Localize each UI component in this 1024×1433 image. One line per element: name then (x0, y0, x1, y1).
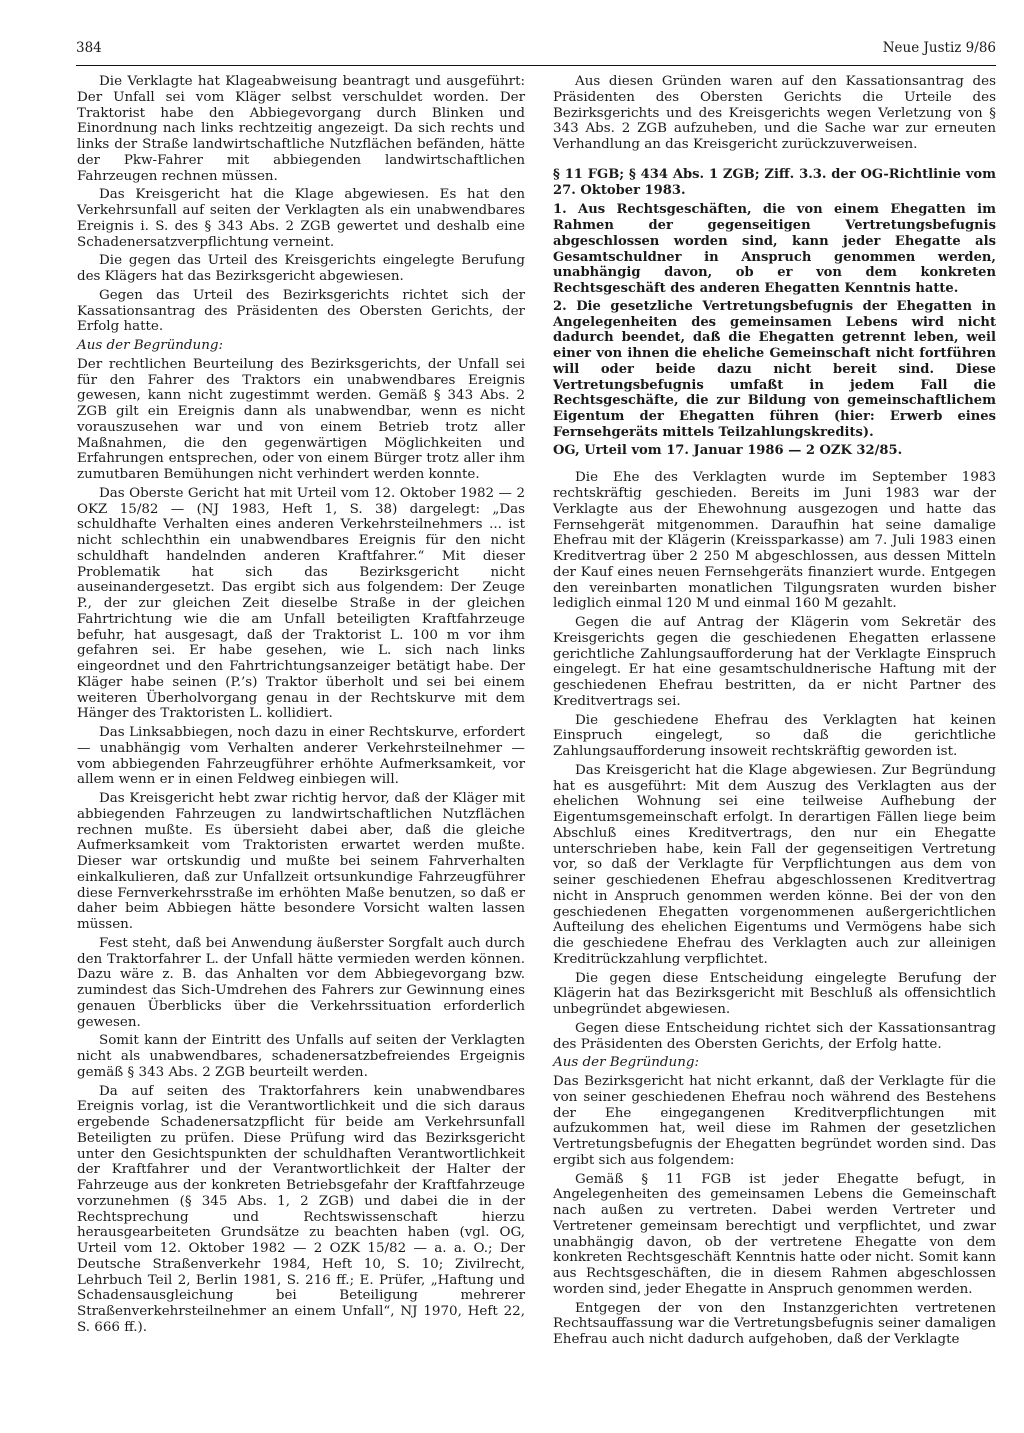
paragraph: Fest steht, daß bei Anwendung äußerster Sorgfalt auch durch den Traktorfahrer L. der Unfall hätte vermieden werden können. Dazu wäre z. B. das Anhalten vor dem Abbiegevorgang bzw. zumindest das Sich-Umdrehen des Fahrers zur Gewinnung eines genauen Überblicks über die Verkehrssituation erforderlich gewesen. (77, 935, 525, 1030)
paragraph: Da auf seiten des Traktorfahrers kein unabwendbares Ereignis vorlag, ist die Verantwortlichkeit und die sich daraus ergebende Schadenersatzpflicht für beide am Verkehrsunfall Beteiligten zu prüfen. Diese Prüfung wird das Bezirksgericht unter den Gesichtspunkten der schuldhaften Verantwortlichkeit der Kraftfahrer und der Verantwortlichkeit der Halter der Fahrzeuge aus der konkreten Betriebsgefahr der Kraftfahrzeuge vorzunehmen (§ 345 Abs. 1, 2 ZGB) und dabei die in der Rechtsprechung und Rechtswissenschaft hierzu herausgearbeiteten Grundsätze zu beachten haben (vgl. OG, Urteil vom 12. Oktober 1982 — 2 OZK 15/82 — a. a. O.; Der Deutsche Straßenverkehr 1984, Heft 10, S. 10; Zivilrecht, Lehrbuch Teil 2, Berlin 1981, S. 216 ff.; E. Prüfer, „Haftung und Schadensausgleichung bei Beteiligung mehrerer Straßenverkehrsteilnehmer an einem Unfall“, NJ 1970, Heft 22, S. 666 ff.). (77, 1083, 525, 1335)
court-decision: OG, Urteil vom 17. Januar 1986 — 2 OZK 32/85. (553, 442, 903, 458)
section-heading: Aus der Begründung: (77, 338, 223, 353)
paragraph: Die geschiedene Ehefrau des Verklagten hat keinen Einspruch eingelegt, so daß die gerichtliche Zahlungsaufforderung insoweit rechtskräftig geworden ist. (553, 712, 996, 759)
lead-sentence: 1. Aus Rechtsgeschäften, die von einem Ehegatten im Rahmen der gegenseitigen Vertretungsbefugnis abgeschlossen worden sind, kann jeder Ehegatte als Gesamtschuldner in Anspruch genommen werden, unabhängig davon, ob er von dem konkreten Rechtsgeschäft des anderen Ehegatten Kenntnis hatte. (553, 202, 996, 296)
paragraph: Die Verklagte hat Klageabweisung beantragt und ausgeführt: Der Unfall sei vom Kläger selbst verschuldet worden. Der Traktorist habe den Abbiegevorgang durch Blinken und Einordnung nach links rechtzeitig angezeigt. Da sich rechts und links der Straße landwirtschaftliche Nutzflächen befänden, hätte der Pkw-Fahrer mit abbiegenden landwirtschaftlichen Fahrzeugen rechnen müssen. (77, 74, 525, 184)
paragraph: Das Bezirksgericht hat nicht erkannt, daß der Verklagte für die von seiner geschiedenen Ehefrau noch während des Bestehens der Ehe eingegangenen Kreditverpflichtungen mit aufzukommen hat, weil diese im Rahmen der gesetzlichen Vertretungsbefugnis der Ehegatten begründet worden sind. Das ergibt sich aus folgendem: (553, 1074, 996, 1168)
left-column (77, 74, 525, 1339)
section-heading: Aus der Begründung: (553, 1055, 699, 1071)
paragraph: Das Kreisgericht hat die Klage abgewiesen. Es hat den Verkehrsunfall auf seiten der Verklagten als ein unabwendbares Ereignis i. S. des § 343 Abs. 2 ZGB gewertet und deshalb eine Schadenersatzverpflichtung verneint. (77, 187, 525, 250)
paragraph: Gegen diese Entscheidung richtet sich der Kassationsantrag des Präsidenten des Obersten Gerichts, der Erfolg hatte. (553, 1020, 996, 1052)
paragraph: Gegen das Urteil des Bezirksgerichts richtet sich der Kassationsantrag des Präsidenten des Obersten Gerichts, der Erfolg hatte. (77, 287, 525, 335)
paragraph: Das Kreisgericht hat die Klage abgewiesen. Zur Begründung hat es ausgeführt: Mit dem Auszug des Verklagten aus der ehelichen Wohnung sei eine teilweise Aufhebung der Eigentumsgemeinschaft erfolgt. In derartigen Fällen liege beim Abschluß eines Kreditvertrags, den nur ein Ehegatte unterschrieben habe, kein Fall der gegenseitigen Vertretung vor, so daß der Verklagte für Verpflichtungen aus dem von seiner geschiedenen Ehefrau abgeschlossenen Kreditvertrag nicht in Anspruch genommen werden könne. Bei der von den geschiedenen Ehegatten vorgenommenen außergerichtlichen Aufteilung des ehelichen Eigentums und Vermögens habe sich die geschiedene Ehefrau des Verklagten auch zur alleinigen Kreditrückzahlung verpflichtet. (553, 762, 996, 967)
paragraph: Das Linksabbiegen, noch dazu in einer Rechtskurve, erfordert — unabhängig vom Verhalten anderer Verkehrsteilnehmer — vom abbiegenden Fahrzeugführer erhöhte Aufmerksamkeit, vor allem wenn er in einen Feldweg einbiegen will. (77, 725, 525, 788)
page-number: 384 (76, 40, 102, 56)
paragraph: Entgegen der von den Instanzgerichten vertretenen Rechtsauffassung war die Vertretungsbefugnis seiner damaligen Ehefrau auch nicht dadurch aufgehoben, daß der Verklagte (553, 1300, 996, 1347)
header-rule (76, 65, 996, 66)
paragraph: Das Oberste Gericht hat mit Urteil vom 12. Oktober 1982 — 2 OKZ 15/82 — (NJ 1983, Heft 1, S. 38) dargelegt: „Das schuldhafte Verhalten eines anderen Verkehrsteilnehmers ... ist nicht schlechthin ein unabwendbares Ereignis für den nicht schuldhaft handelnden anderen Kraftfahrer.“ Mit dieser Problematik hat sich das Bezirksgericht nicht auseinandergesetzt. Das ergibt sich aus folgendem: Der Zeuge P., der zur gleichen Zeit dieselbe Straße in der gleichen Fahrtrichtung wie die am Unfall beteiligten Kraftfahrzeuge befuhr, hat ausgesagt, daß der Traktorist L. 100 m vor ihm gefahren sei. Er habe gesehen, wie L. sich nach links eingeordnet und den Fahrtrichtungsanzeiger betätigt habe. Der Kläger habe seinen (P.’s) Traktor überholt und sei bei einem weiteren Überholvorgang genau in der Rechtskurve mit dem Hänger des Traktoristen L. kollidiert. (77, 485, 525, 722)
norm-reference: § 11 FGB; § 434 Abs. 1 ZGB; Ziff. 3.3. der OG-Richtlinie vom 27. Oktober 1983. (553, 166, 996, 198)
paragraph: Gemäß § 11 FGB ist jeder Ehegatte befugt, in Angelegenheiten des gemeinsamen Lebens die Gemeinschaft nach außen zu vertreten. Dabei werden Vertreter und Vertretener gemeinsam berechtigt und verpflichtet, und zwar unabhängig davon, ob der vertretene Ehegatte von dem konkreten Rechtsgeschäft Kenntnis hatte oder nicht. Somit kann aus Rechtsgeschäften, die in diesem Rahmen abgeschlossen worden sind, jeder Ehegatte in Anspruch genommen werden. (553, 1171, 996, 1297)
journal-issue: Neue Justiz 9/86 (882, 40, 996, 56)
page-header (76, 40, 996, 64)
lead-sentences (553, 202, 996, 440)
paragraph: Gegen die auf Antrag der Klägerin vom Sekretär des Kreisgerichts gegen die geschiedenen Ehegatten erlassene gerichtliche Zahlungsaufforderung hat der Verklagte Einspruch eingelegt. Er hat eine gesamtschuldnerische Haftung mit der geschiedenen Ehefrau bestritten, da er nicht Partner des Kreditvertrags sei. (553, 615, 996, 709)
right-column (553, 74, 996, 1351)
paragraph: Die gegen diese Entscheidung eingelegte Berufung der Klägerin hat das Bezirksgericht mit Beschluß als offensichtlich unbegründet abgewiesen. (553, 970, 996, 1017)
paragraph: Aus diesen Gründen waren auf den Kassationsantrag des Präsidenten des Obersten Gerichts die Urteile des Bezirksgerichts und des Kreisgerichts wegen Verletzung von § 343 Abs. 2 ZGB aufzuheben, und die Sache war zur erneuten Verhandlung an das Kreisgericht zurückzuverweisen. (553, 74, 996, 152)
paragraph: Die Ehe des Verklagten wurde im September 1983 rechtskräftig geschieden. Bereits im Juni 1983 war der Verklagte aus der Ehewohnung ausgezogen und hatte das Fernsehgerät mitgenommen. Daraufhin hat seine damalige Ehefrau mit der Klägerin (Kreissparkasse) am 7. Juli 1983 einen Kreditvertrag über 2 250 M abgeschlossen, aus dessen Mitteln der Kauf eines neuen Fernsehgeräts finanziert wurde. Entgegen den vereinbarten monatlichen Tilgungsraten wurden bisher lediglich einmal 120 M und einmal 160 M gezahlt. (553, 470, 996, 612)
lead-sentence: 2. Die gesetzliche Vertretungsbefugnis der Ehegatten in Angelegenheiten des gemeinsamen Lebens wird nicht dadurch beendet, daß die Ehegatten getrennt leben, weil einer von ihnen die eheliche Gemeinschaft nicht fortführen will oder beide dazu nicht bereit sind. Diese Vertretungsbefugnis umfaßt in jedem Fall die Rechtsgeschäfte, die zur Bildung von gemeinschaftlichem Eigentum der Ehegatten führen (hier: Erwerb eines Fernsehgeräts mittels Teilzahlungskredits). (553, 298, 996, 440)
paragraph: Der rechtlichen Beurteilung des Bezirksgerichts, der Unfall sei für den Fahrer des Traktors ein unabwendbares Ereignis gewesen, kann nicht zugestimmt werden. Gemäß § 343 Abs. 2 ZGB gilt ein Ereignis dann als unabwendbar, wenn es nicht vorauszusehen war und von einem Betrieb trotz aller Maßnahmen, die den gegenwärtigen Möglichkeiten und Erfahrungen entsprechen, oder von einem Bürger trotz aller ihm zumutbaren Bemühungen nicht verhindert werden konnte. (77, 356, 525, 482)
paragraph: Das Kreisgericht hebt zwar richtig hervor, daß der Kläger mit abbiegenden Fahrzeugen zu landwirtschaftlichen Nutzflächen rechnen mußte. Es übersieht dabei aber, daß die gleiche Aufmerksamkeit vom Traktoristen erwartet werden mußte. Dieser war ortskundig und mußte bei seinem Fahrverhalten einkalkulieren, daß zur Unfallzeit ortsunkundige Fahrzeugführer diese Fernverkehrsstraße im erhöhten Maße benutzen, so daß er daher beim Abbiegen hätte besondere Vorsicht walten lassen müssen. (77, 791, 525, 932)
paragraph: Die gegen das Urteil des Kreisgerichts eingelegte Berufung des Klägers hat das Bezirksgericht abgewiesen. (77, 253, 525, 284)
paragraph: Somit kann der Eintritt des Unfalls auf seiten der Verklagten nicht als unabwendbares, schadenersatzbefreiendes Ergeignis gemäß § 343 Abs. 2 ZGB beurteilt werden. (77, 1033, 525, 1080)
